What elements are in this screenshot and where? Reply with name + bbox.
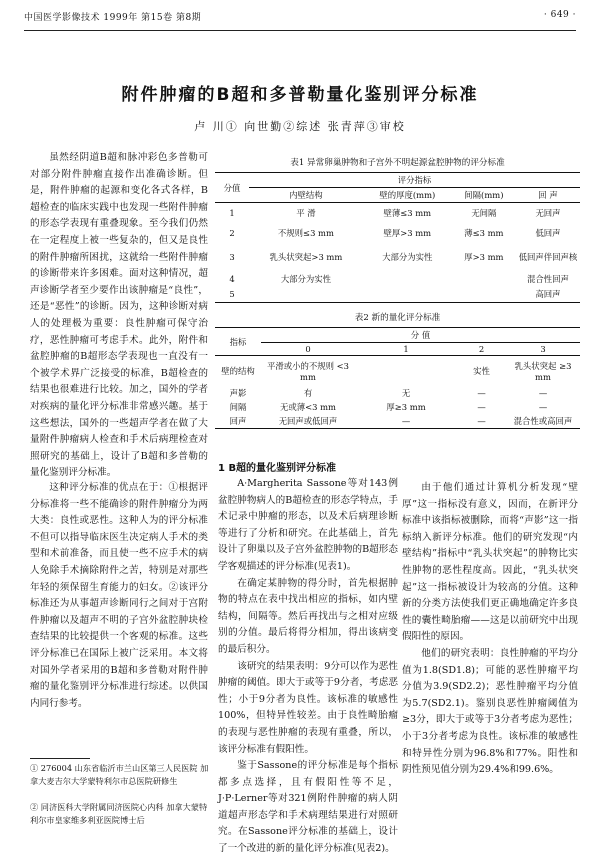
section-heading: 1 B超的量化鉴别评分标准	[218, 463, 337, 474]
right-column	[402, 480, 578, 779]
footnote-rule	[30, 758, 90, 759]
table-cell: 无或薄<3 mm	[279, 401, 337, 412]
table-cell: 2	[229, 227, 235, 238]
table-cell: 大部分为实性	[382, 251, 433, 262]
table-cell: 壁的结构	[221, 365, 255, 376]
advantages-column	[30, 480, 208, 712]
table-cell	[249, 287, 363, 303]
table-cell: 混合性或高回声	[513, 415, 573, 426]
paragraph: 他们的研究表明：良性肿瘤的平均分值为1.8(SD1.8)；可能的恶性肿瘤平均分值为3.9(SD2.2)；恶性肿瘤平均分值为5.7(SD2.1)。鉴别良恶性肿瘤阈值为≥3分，即大于或等于3分者考虑为恶性；小于3分者考虑为良性。该标准的敏感性和特异性分别为96.8%和77%。阳性和阴性预见值分别为29.4%和99.6%。	[402, 647, 578, 776]
table-cell: 无间隔	[471, 207, 497, 218]
table1-col-header: 内壁结构	[289, 190, 323, 200]
table-cell	[452, 271, 516, 287]
table-cell: 无	[401, 387, 411, 398]
paragraph: 鉴于Sassone的评分标准是每个指标都多点选择，且有假阳性等不足，J·P·Lerner等对321例附件肿瘤的病人阴道超声形态学和手术病理结果进行对照研究。在Sassone评分标准的基础上，设计了一个改进的新的量化评分标准(见表2)。	[218, 760, 398, 855]
table2-col-header: 0	[305, 344, 311, 354]
table-cell	[452, 287, 516, 303]
table-cell: —	[477, 401, 486, 412]
table-cell: 不规则≤3 mm	[277, 227, 334, 238]
table-cell: 混合性回声	[527, 273, 569, 284]
table-cell: 乳头状突起>3 mm	[269, 251, 343, 262]
table-cell	[355, 356, 457, 386]
table1-caption: 表1 异常卵巢肿物和子宫外不明起源盆腔肿物的评分标准	[290, 158, 505, 168]
authors: 卢 川① 向世勤②综述 张青萍③审校	[194, 120, 406, 133]
table-cell: —	[401, 415, 411, 426]
intro-column	[30, 150, 208, 482]
table-row	[215, 400, 580, 414]
table-cell: 高回声	[535, 289, 561, 300]
table-cell: 无回声	[535, 207, 561, 218]
table1-group-header: 评分指标	[249, 173, 580, 188]
table-row	[215, 356, 580, 386]
footnote: ① 276004 山东省临沂市兰山区第三人民医院 加拿大麦吉尔大学蒙特利尔市总医院研修生	[30, 763, 209, 786]
table-cell: 3	[229, 251, 235, 262]
paragraph: 在确定某肿物的得分时，首先根据肿物的特点在表中找出相应的指标，如内壁结构，间隔等。然后再找出与之相对应级别的分值。最后将得分相加，得出该病变的最后积分。	[218, 577, 398, 655]
table2-col-header: 3	[540, 344, 546, 354]
table1-col-header: 壁的厚度(mm)	[379, 190, 436, 200]
header-rule	[24, 30, 576, 31]
table-cell: 低回声伴回声核	[518, 251, 578, 262]
table2-col-header: 1	[403, 344, 409, 354]
paragraph: 虽然经阴道B超和脉冲彩色多普勒可对部分附件肿瘤直接作出准确诊断。但是，附件肿瘤的起源和变化各式各样，B超检查的临床实践中也发现一些附件肿瘤的形态学表现有重叠现象。至今我们仍然在一定程度上被一些复杂的，但又是良性的附件肿瘤所困扰，这就给一些附件肿瘤的诊断带来许多困难。面对这种情况，超声诊断学者至少要作出该肿瘤是“良性”，还是“恶性”的诊断。因为，这种诊断对病人的处理极为重要：良性肿瘤可保守治疗，恶性肿瘤可考虑手术。此外，附件和盆腔肿瘤的B超形态学表现也一直没有一个被学术界广泛接受的标准，B超检查的结果也很难进行比较。加之，国外的学者对疾病的量化评分标准非常感兴趣。基于这些想法，国外的一些超声学者在做了大量附件肿瘤病人检查和手术后病理检查对照研究的基础上，设计了B超和多普勒的量化鉴别评分标准。	[30, 152, 208, 479]
table-cell: 4	[229, 273, 235, 284]
table-row	[215, 414, 580, 429]
table-cell	[363, 271, 452, 287]
table-cell: 实性	[473, 365, 490, 376]
table-cell: —	[477, 415, 486, 426]
paragraph: A·Margherita Sassone等对143例盆腔肿物病人的B超检查的形态学特点，手术记录中肿瘤的形态，以及术后病理诊断等进行了分析和研究。在此基础上，首先设计了卵巢以及子宫外盆腔肿物的B超形态学客观描述的评分标准(见表1)。	[218, 478, 398, 572]
footnote: ② 同济医科大学附属同济医院心内科 加拿大蒙特利尔市皇家维多利亚医院博士后	[30, 802, 208, 825]
paragraph: 这种评分标准的优点在于：①根据评分标准将一些不能确诊的附件肿瘤分为两大类：良性或恶性。这种人为的评分标准不但可以指导临床医生决定病人手术的类型和术前准备，而且使一些不应手术的病人免除手术摘除附件之苦，特别是对那些年轻的须保留生育能力的妇女。②该评分标准还为从事超声诊断同行之间对于宫附件肿瘤以及超声不明的子宫外盆腔肿块检查结果的比较提供一个客观的标准。这些评分标准已在国际上被广泛采用。本文将对国外学者采用的B超和多普勒对附件肿瘤的量化鉴别评分标准进行综述。以供国内同行参考。	[30, 482, 208, 709]
table-cell: 声影	[229, 387, 247, 398]
table-cell: 壁厚>3 mm	[383, 227, 432, 238]
table-cell: 低回声	[535, 227, 561, 238]
table2-col-header: 2	[478, 344, 485, 354]
article-title: 附件肿瘤的B超和多普勒量化鉴别评分标准	[121, 85, 479, 105]
journal-info: 中国医学影像技术 1999年 第15卷 第8期	[24, 13, 202, 23]
table-row	[215, 386, 580, 400]
table-cell: —	[538, 401, 548, 412]
table-cell: 壁薄≤3 mm	[383, 207, 432, 218]
table-cell: 平 滑	[296, 207, 316, 218]
table-cell: 间隔	[229, 401, 247, 412]
table-cell: 乳头状突起 ≥3 mm	[514, 360, 572, 382]
running-header	[24, 10, 576, 26]
table-row	[215, 203, 580, 223]
table-row	[215, 271, 580, 287]
table-row	[215, 223, 580, 243]
middle-column	[218, 476, 398, 858]
paragraph: 该研究的结果表明：9分可以作为恶性肿瘤的阈值。即大于或等于9分者，考虑恶性；小于9分者为良性。该标准的敏感性100%，但特异性较差。由于良性畸胎瘤的表现与恶性肿瘤的表现有重叠，所以，该评分标准有假阳性。	[218, 660, 398, 755]
table-cell: 厚>3 mm	[464, 251, 504, 262]
table1-col-header: 回 声	[538, 190, 558, 200]
table1	[215, 172, 580, 303]
table-cell: 无回声或低回声	[278, 415, 338, 426]
table-cell: —	[477, 387, 486, 398]
table-cell	[363, 287, 452, 303]
table-cell: 大部分为实性	[280, 273, 332, 284]
table2-header-index: 指标	[215, 328, 261, 356]
table-cell: 1	[229, 207, 235, 218]
table-cell: 回声	[229, 415, 247, 426]
table-row	[215, 243, 580, 271]
table-cell: 有	[303, 387, 313, 398]
table2	[215, 327, 580, 429]
table-cell: —	[538, 387, 548, 398]
paragraph: 由于他们通过计算机分析发现“壁厚”这一指标没有意义，因而，在新评分标准中该指标被删除，而将“声影”这一指标纳入新评分标准。他们的研究发现“内壁结构”指标中“乳头状突起”的肿物比实性肿物的恶性程度高。因此，“乳头状突起”这一指标被设计为较高的分值。这种新的分类方法使我们更正确地确定许多良性的囊性畸胎瘤——这是以前研究中出现假阳性的原因。	[402, 482, 578, 643]
table-cell: 薄≤3 mm	[464, 227, 504, 238]
page-number: · 649 ·	[543, 10, 576, 20]
table-cell: 5	[229, 289, 235, 300]
table1-header-score: 分值	[215, 173, 249, 203]
table-row	[215, 287, 580, 303]
table2-group-header: 分 值	[261, 328, 580, 343]
table-cell: 平滑或小的不规则 <3 mm	[266, 360, 349, 382]
table-cell: 厚≥3 mm	[386, 401, 426, 412]
table2-caption: 表2 新的量化评分标准	[354, 313, 441, 323]
table1-col-header: 间隔(mm)	[464, 190, 504, 200]
